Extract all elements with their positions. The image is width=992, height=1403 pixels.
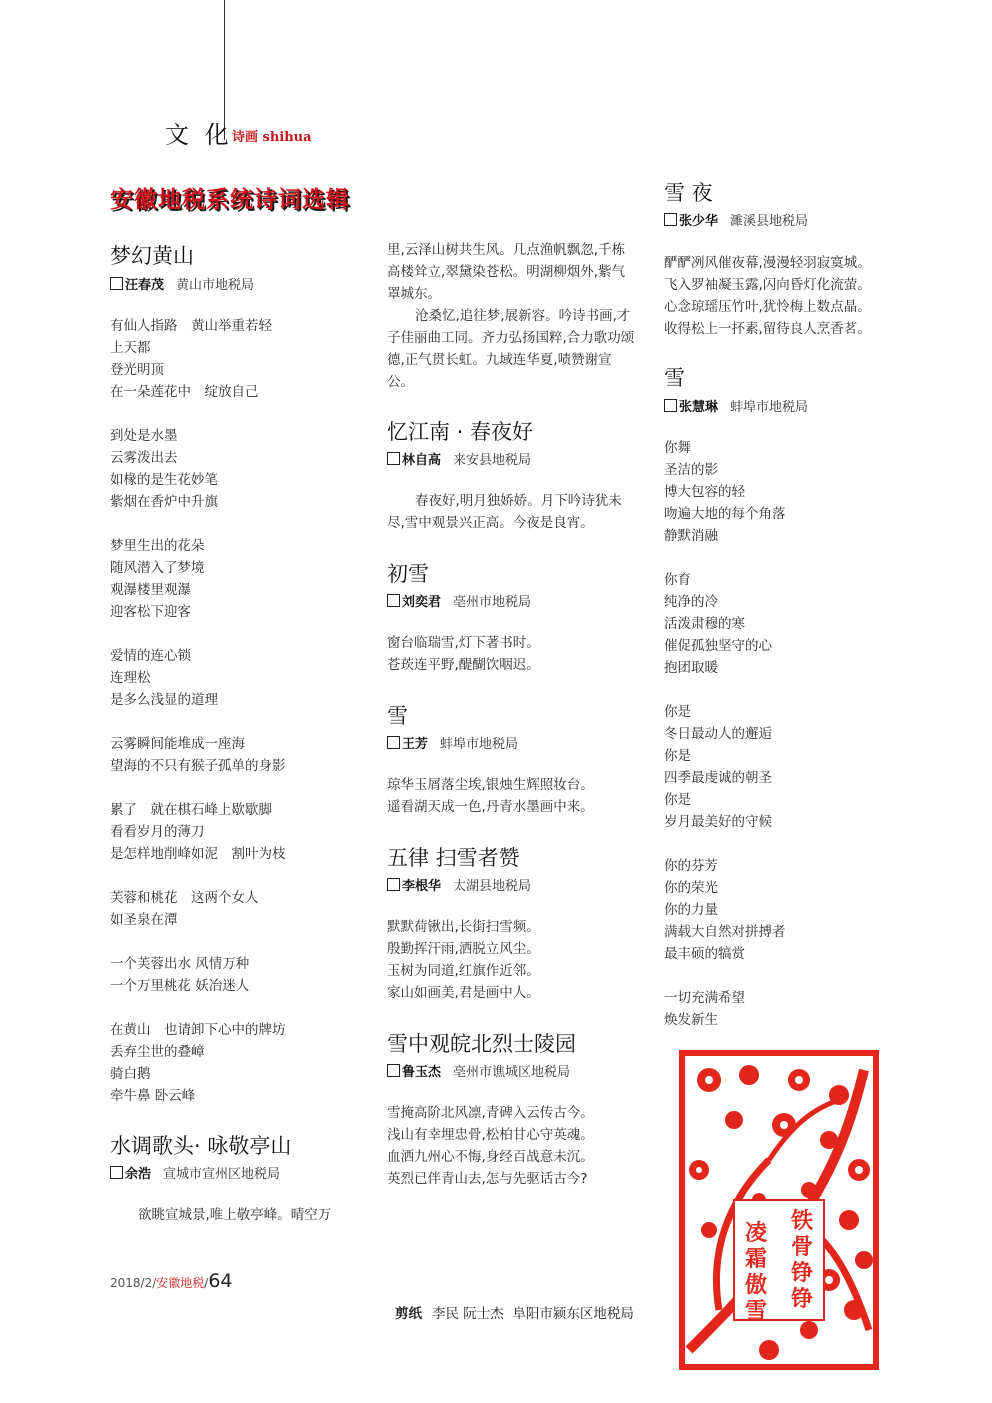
poem-line: 观瀑楼里观瀑 <box>110 582 191 598</box>
poem-line: 你的力量 <box>664 902 718 918</box>
stanza-break <box>110 711 286 733</box>
poem-title: 雪 <box>664 366 685 390</box>
poem-line: 血洒九州心不悔,身经百战意未沉。 <box>387 1149 594 1165</box>
poem-line: 你是 <box>664 792 691 808</box>
poem-line: 你是 <box>664 704 691 720</box>
poem-body <box>664 252 871 340</box>
poem-author: 李根华 太湖县地税局 <box>387 875 531 894</box>
poem-line: 云雾泼出去 <box>110 450 178 466</box>
poem-title: 初雪 <box>387 562 429 586</box>
poem-line: 家山如画美,君是画中人。 <box>387 985 540 1001</box>
issue-date: 2018/2/ <box>110 1276 157 1290</box>
stanza-break <box>664 965 786 987</box>
poem-author: 王芳 蚌埠市地税局 <box>387 733 518 752</box>
poem-author: 余浩 宣城市宣州区地税局 <box>110 1163 280 1182</box>
poem-text: 欲眺宣城景,唯上敬亭峰。晴空万 <box>138 1207 332 1223</box>
poem-line: 骑白鹅 <box>110 1066 151 1082</box>
poem-line: 牵牛鼻 卧云峰 <box>110 1088 196 1104</box>
poem-title: 雪 <box>387 704 408 728</box>
poem-line: 浅山有幸埋忠骨,松柏甘心守英魂。 <box>387 1127 594 1143</box>
checkbox-icon <box>110 277 123 290</box>
credit-label: 剪纸 <box>395 1306 422 1322</box>
checkbox-icon <box>387 594 400 607</box>
stanza-break <box>110 931 286 953</box>
poem-line: 一切充满希望 <box>664 990 745 1006</box>
poem-author: 林自高 来安县地税局 <box>387 449 531 468</box>
svg-text:凌: 凌 <box>745 1220 768 1246</box>
poem-text: 春夜好,明月独娇娇。月下吟诗犹未尽,雪中观景兴正高。今夜是良宵。 <box>387 493 622 531</box>
poem-line: 窗台临瑞雪,灯下著书时。 <box>387 635 540 651</box>
poem-line: 冬日最动人的邂逅 <box>664 726 772 742</box>
poem-line: 你的芬芳 <box>664 858 718 874</box>
poem-line: 你育 <box>664 572 691 588</box>
main-title: 安徽地税系统诗词选辑 <box>110 187 350 213</box>
poem-line: 雪掩高阶北风凛,青碑入云传古今。 <box>387 1105 594 1121</box>
poem-author: 张少华 濉溪县地税局 <box>664 210 808 229</box>
poem-title: 雪中观皖北烈士陵园 <box>387 1032 576 1056</box>
poem-title: 五律 扫雪者赞 <box>387 846 520 870</box>
stanza-break <box>110 403 286 425</box>
stanza-break <box>110 623 286 645</box>
stanza-break <box>110 865 286 887</box>
poem-body <box>387 1102 594 1190</box>
svg-text:霜: 霜 <box>745 1246 768 1272</box>
poem-line: 满载大自然对拼搏者 <box>664 924 786 940</box>
poem-body <box>664 437 786 1031</box>
section-title: 文 化 <box>165 121 233 149</box>
poem-line: 博大包容的轻 <box>664 484 745 500</box>
poem-body <box>387 632 540 676</box>
poem-body <box>110 315 286 1107</box>
poem-line: 静默消融 <box>664 528 718 544</box>
poem-line: 遥看湖天成一色,丹青水墨画中来。 <box>387 799 594 815</box>
poem-line: 望海的不只有猴子孤单的身影 <box>110 758 286 774</box>
poem-author: 鲁玉杰 亳州市谯城区地税局 <box>387 1061 570 1080</box>
poem-line: 四季最虔诚的朝圣 <box>664 770 772 786</box>
poem-line: 芙蓉和桃花 这两个女人 <box>110 890 259 906</box>
poem-line: 丢弃尘世的叠嶂 <box>110 1044 205 1060</box>
paragraph: 里,云泽山树共生风。几点渔帆飘忽,千栋高楼耸立,翠黛染苍松。明湖柳烟外,紫气罩城东。 <box>387 242 626 302</box>
papercut-artwork <box>679 1050 879 1370</box>
poem-line: 一个芙蓉出水 风情万种 <box>110 956 250 972</box>
poem-title: 水调歌头· 咏敬亭山 <box>110 1134 292 1158</box>
checkbox-icon <box>387 1064 400 1077</box>
stanza-break <box>664 679 786 701</box>
poem-line: 活泼肃穆的寒 <box>664 616 745 632</box>
poem-line: 吻遍大地的每个角落 <box>664 506 786 522</box>
checkbox-icon <box>387 452 400 465</box>
poem-line: 如圣泉在潭 <box>110 912 178 928</box>
svg-text:傲: 傲 <box>745 1272 768 1298</box>
poem-line: 到处是水墨 <box>110 428 178 444</box>
stanza-break <box>110 777 286 799</box>
poem-line: 连理松 <box>110 670 151 686</box>
poem-line: 有仙人指路 黄山举重若轻 <box>110 318 272 334</box>
poem-line: 岁月最美好的守候 <box>664 814 772 830</box>
poem-line: 纯净的冷 <box>664 594 718 610</box>
credit-org: 阜阳市颍东区地税局 <box>512 1306 634 1322</box>
poem-line: 一个万里桃花 妖冶迷人 <box>110 978 250 994</box>
poem-line: 苍莰连平野,醍醐饮咽迟。 <box>387 657 540 673</box>
poem-line: 在黄山 也请卸下心中的牌坊 <box>110 1022 286 1038</box>
poem-line: 殷勤挥汗雨,洒脱立风尘。 <box>387 941 540 957</box>
poem-line: 你是 <box>664 748 691 764</box>
poem-line: 在一朵莲花中 绽放自己 <box>110 384 259 400</box>
poem-line: 你的荣光 <box>664 880 718 896</box>
stanza-break <box>110 513 286 535</box>
poem-line: 如椽的是生花妙笔 <box>110 472 218 488</box>
poem-line: 琼华玉屑落尘埃,银烛生辉照妆台。 <box>387 777 594 793</box>
svg-text:骨: 骨 <box>791 1234 814 1260</box>
poem-line: 圣洁的影 <box>664 462 718 478</box>
poem-line: 催促孤独坚守的心 <box>664 638 772 654</box>
credit-artists: 李民 阮士杰 <box>432 1306 504 1322</box>
checkbox-icon <box>110 1166 123 1179</box>
page-number: 64 <box>208 1270 233 1292</box>
poem-line: 累了 就在棋石峰上歇歇脚 <box>110 802 272 818</box>
poem-author: 刘奕君 亳州市地税局 <box>387 591 531 610</box>
poem-line: 心念琼瑶压竹叶,犹怜梅上数点晶。 <box>664 299 871 315</box>
svg-text:雪: 雪 <box>745 1298 768 1324</box>
poem-line: 随风潜入了梦境 <box>110 560 205 576</box>
poem-body <box>387 774 594 818</box>
stanza-break <box>110 997 286 1019</box>
stanza-break <box>664 547 786 569</box>
checkbox-icon <box>664 399 677 412</box>
poem-line: 默默荷锹出,长街扫雪频。 <box>387 919 540 935</box>
poem-title: 忆江南 · 春夜好 <box>387 420 534 444</box>
poem-line: 梦里生出的花朵 <box>110 538 205 554</box>
poem-line: 登光明顶 <box>110 362 164 378</box>
svg-text:铮: 铮 <box>791 1286 814 1312</box>
poem-line: 收得松上一抔素,留待良人烹香茗。 <box>664 321 871 337</box>
poem-line: 是怎样地削峰如泥 割叶为枝 <box>110 846 286 862</box>
stanza-break <box>664 833 786 855</box>
poem-line: 迎客松下迎客 <box>110 604 191 620</box>
svg-text:铮: 铮 <box>791 1260 814 1286</box>
poem-line: 紫烟在香炉中升旗 <box>110 494 218 510</box>
poem-line: 爱情的连心锁 <box>110 648 191 664</box>
poem-title: 雪 夜 <box>664 181 713 205</box>
poem-line: 抱团取暖 <box>664 660 718 676</box>
poem-line: 玉树为同道,红旗作近邻。 <box>387 963 540 979</box>
poem-line: 是多么浅显的道理 <box>110 692 218 708</box>
section-subtitle: 诗画 shihua <box>232 130 312 145</box>
poem-line: 上天都 <box>110 340 151 356</box>
poem-author: 汪春茂 黄山市地税局 <box>110 274 254 293</box>
poem-line: 酽酽冽风催夜幕,漫漫轻羽寂寞城。 <box>664 255 871 271</box>
magazine-name: 安徽地税 <box>156 1276 205 1290</box>
poem-line: 看看岁月的薄刀 <box>110 824 205 840</box>
poem-line: 英烈已伴青山去,怎与先驱话古今? <box>387 1171 588 1187</box>
checkbox-icon <box>387 878 400 891</box>
artwork-credit <box>395 1302 634 1322</box>
poem-line: 你舞 <box>664 440 691 456</box>
page-footer: 2018/2/安徽地税/64 <box>110 1270 233 1292</box>
poem-line: 最丰硕的犒赏 <box>664 946 745 962</box>
poem-body <box>387 916 540 1004</box>
svg-text:铁: 铁 <box>791 1208 814 1234</box>
poem-author: 张慧琳 蚌埠市地税局 <box>664 396 808 415</box>
checkbox-icon <box>387 736 400 749</box>
poem-line: 焕发新生 <box>664 1012 718 1028</box>
poem-continuation <box>387 239 637 393</box>
poem-line: 飞入罗袖凝玉露,闪向昏灯化流萤。 <box>664 277 871 293</box>
paragraph: 沧桑忆,追往梦,展新容。吟诗书画,才子佳丽曲工同。齐力弘扬国粹,合力歌功颂德,正气贯长虹。九域连华夏,啧赞谢宣公。 <box>387 308 635 390</box>
checkbox-icon <box>664 213 677 226</box>
poem-title: 梦幻黄山 <box>110 244 194 268</box>
poem-line: 云雾瞬间能堆成一座海 <box>110 736 245 752</box>
